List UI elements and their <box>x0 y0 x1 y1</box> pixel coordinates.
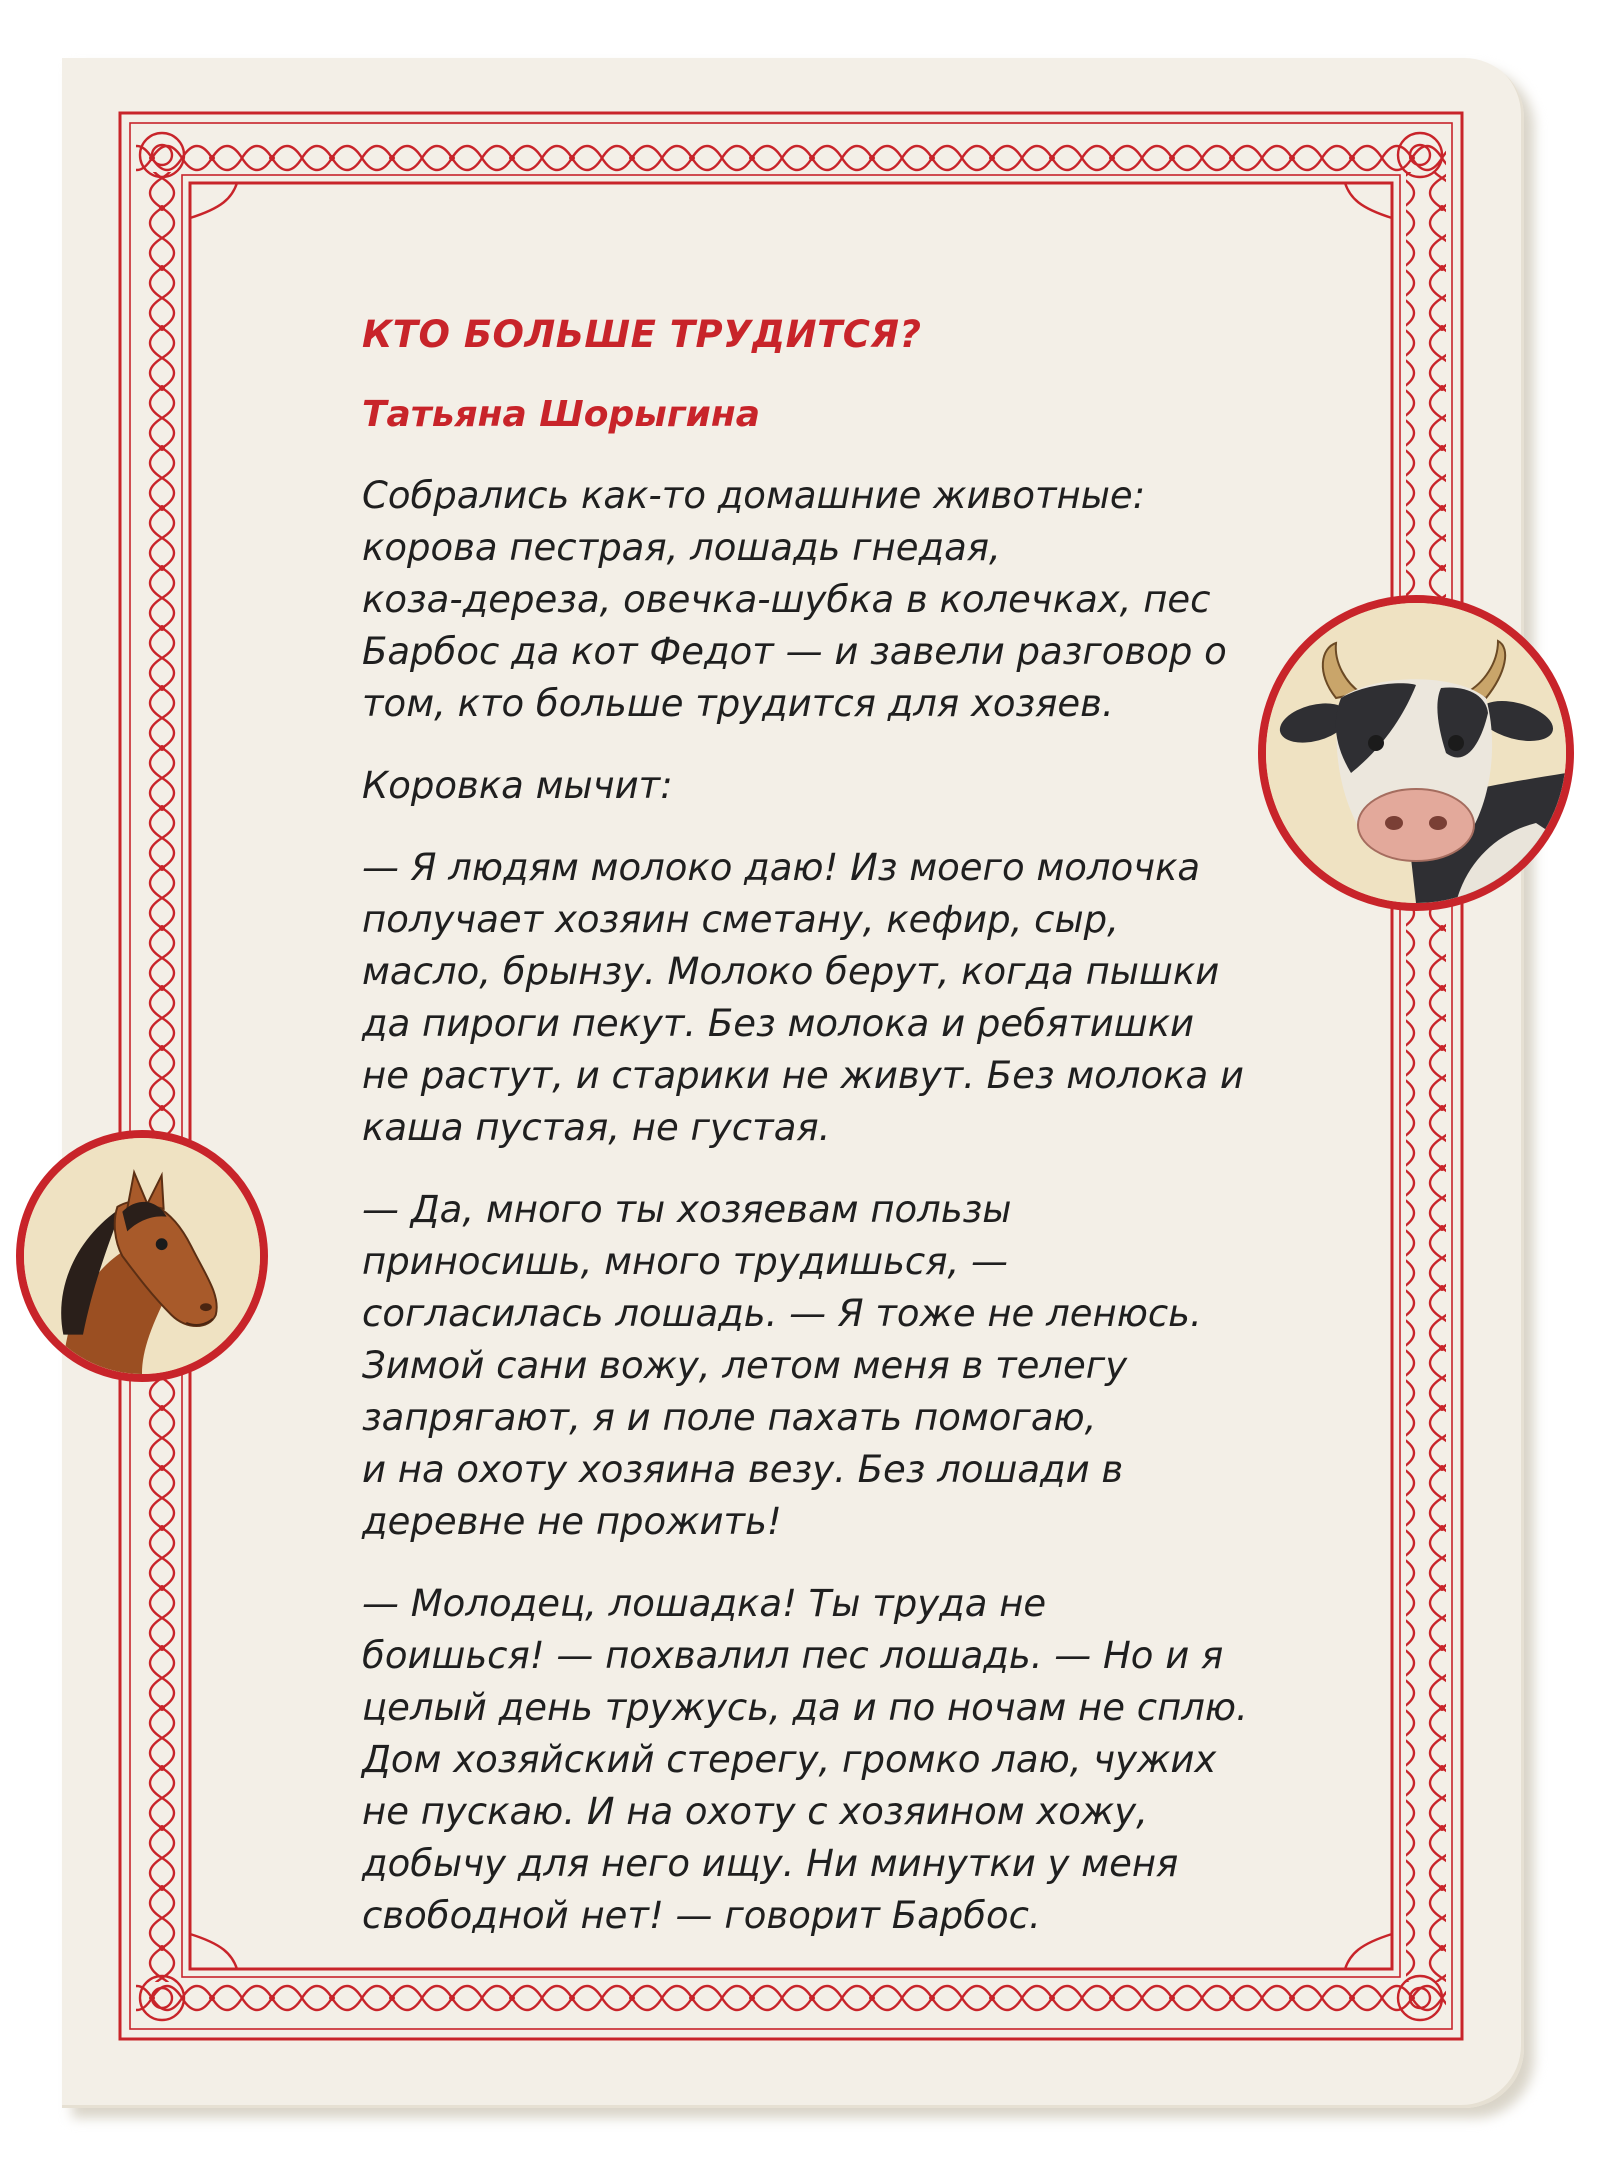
story-author: Татьяна Шорыгина <box>362 394 761 435</box>
cow-icon <box>1266 603 1566 903</box>
paragraph-horse-speech: — Да, много ты хозяевам пользы приносишь, много трудишься, — согласилась лошадь. — Я тоже не ленюсь. Зимой сани вожу, летом меня в телегу запрягают, я и поле пахать помогаю, и на охоту хозяина везу. Без лошади в деревне не прожить! <box>362 1188 1202 1543</box>
paragraph-intro: Собрались как-то домашние животные: корова пестрая, лошадь гнедая, коза-дереза, овечка-шубка в колечках, пес Барбос да кот Федот — и завели разговор о том, кто больше трудится для хозяев. <box>362 474 1227 725</box>
paragraph-cow-intro: Коровка мычит: <box>362 764 673 807</box>
horse-icon <box>24 1138 260 1374</box>
paragraph-dog-speech: — Молодец, лошадка! Ты труда не боишься! — похвалил пес лошадь. — Но и я целый день тружусь, да и по ночам не сплю. Дом хозяйский стерегу, громко лаю, чужих не пускаю. И на охоту с хозяином хожу, добычу для него ищу. Ни минутки у меня свободной нет! — говорит Барбос. <box>362 1582 1248 1937</box>
paragraph-cow-speech: — Я людям молоко даю! Из моего молочка получает хозяин сметану, кефир, сыр, масло, брынзу. Молоко берут, когда пышки да пироги пекут. Без молока и ребятишки не растут, и старики не живут. Без молока и каша пустая, не густая. <box>362 846 1244 1149</box>
story-card <box>62 58 1524 2108</box>
story-title: КТО БОЛЬШЕ ТРУДИТСЯ? <box>362 313 922 356</box>
cow-medallion <box>1258 595 1574 911</box>
story-text <box>362 310 1362 1942</box>
horse-medallion <box>16 1130 268 1382</box>
